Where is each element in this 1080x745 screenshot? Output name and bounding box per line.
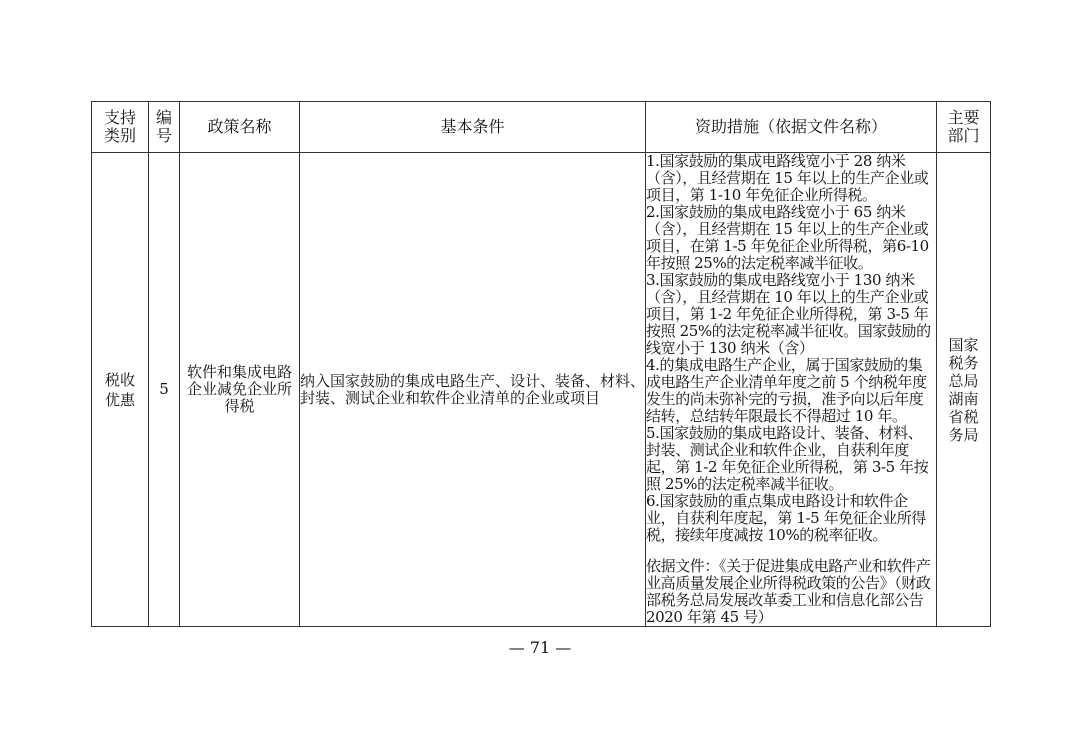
table-row	[92, 153, 991, 627]
cell-conditions: 纳入国家鼓励的集成电路生产、设计、装备、材料、封装、测试企业和软件企业清单的企业或项目	[300, 153, 646, 627]
cell-policy-name: 软件和集成电路企业减免企业所得税	[180, 153, 300, 627]
cell-department: 国家税务总局湖南省税务局	[937, 153, 991, 627]
measure-item-5: 5.国家鼓励的集成电路设计、装备、材料、封装、测试企业和软件企业，自获利年度起，第 1-2 年免征企业所得税，第 3-5 年按照 25%的法定税率减半征收。	[646, 424, 929, 493]
header-conditions: 基本条件	[300, 102, 646, 153]
measure-item-6: 6.国家鼓励的重点集成电路设计和软件企业，自获利年度起，第 1-5 年免征企业所得税，接续年度减按 10%的税率征收。	[646, 492, 926, 544]
header-number: 编号	[149, 102, 180, 153]
cell-number: 5	[149, 153, 180, 627]
cell-measures	[646, 153, 937, 627]
measure-basis: 依据文件：《关于促进集成电路产业和软件产业高质量发展企业所得税政策的公告》（财政部税务总局发展改革委工业和信息化部公告 2020 年第 45 号）	[646, 557, 931, 626]
header-policy-name: 政策名称	[180, 102, 300, 153]
header-measures: 资助措施（依据文件名称）	[646, 102, 937, 153]
measure-item-4: 4.的集成电路生产企业，属于国家鼓励的集成电路生产企业清单年度之前 5 个纳税年度发生的尚未弥补完的亏损，准予向以后年度结转，总结转年限最长不得超过 10 年。	[646, 356, 927, 425]
header-category: 支持类别	[92, 102, 149, 153]
page-number: — 71 —	[508, 638, 572, 657]
header-department: 主要部门	[937, 102, 991, 153]
measure-item-3: 3.国家鼓励的集成电路线宽小于 130 纳米（含），且经营期在 10 年以上的生产企业或项目，第 1-2 年免征企业所得税，第 3-5 年按照 25%的法定税率减半征收。国家鼓励的线宽小于 130 纳米（含）	[646, 271, 931, 357]
measure-spacer	[646, 544, 936, 558]
cell-category: 税收优惠	[92, 153, 149, 627]
table-header-row	[92, 102, 991, 153]
policy-table	[91, 101, 991, 627]
measure-item-1: 1.国家鼓励的集成电路线宽小于 28 纳米（含），且经营期在 15 年以上的生产企业或项目，第 1-10 年免征企业所得税。	[646, 152, 929, 204]
measure-item-2: 2.国家鼓励的集成电路线宽小于 65 纳米（含），且经营期在 15 年以上的生产企业或项目，在第 1-5 年免征企业所得税，第6-10 年按照 25%的法定税率减半征收。	[646, 203, 929, 272]
